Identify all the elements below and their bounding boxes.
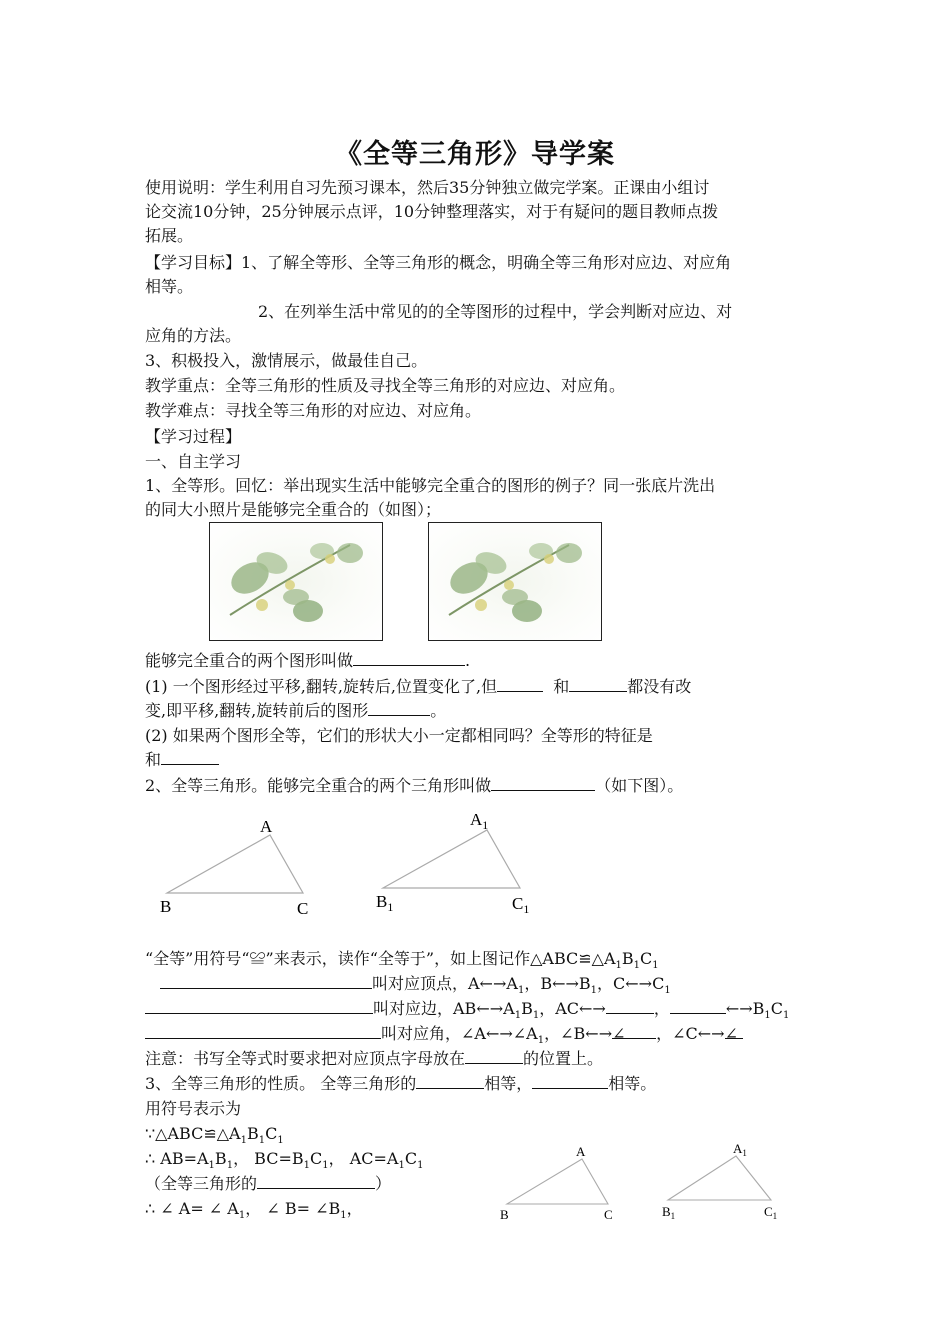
property-2-line-1: (2) 如果两个图形全等，它们的形状大小一定都相同吗？全等形的特征是: [145, 726, 653, 745]
answer-blank[interactable]: [257, 1172, 375, 1189]
sub: 1: [322, 1160, 329, 1172]
goals-line-5: 3、积极投入，激情展示，做最佳自己。: [145, 351, 428, 370]
sub: 1: [664, 985, 671, 997]
sub: 1: [633, 960, 641, 972]
sides-mid: B: [521, 999, 533, 1018]
angles-text: 叫对应角，∠A←→∠A: [381, 1024, 538, 1043]
q3-text-c: 相等。: [608, 1074, 657, 1093]
question-2: [145, 774, 683, 798]
property-2-line-2: [145, 748, 219, 772]
because-text: ∵△ABC≌△A: [145, 1124, 241, 1143]
angle-symbol: ∠: [612, 1024, 626, 1043]
answer-blank[interactable]: [606, 997, 654, 1014]
label-c1-main: C: [512, 894, 524, 913]
therefore-1c: ， BC=B: [233, 1149, 304, 1168]
therefore-2a: ∴ ∠ A= ∠ A: [145, 1199, 239, 1218]
small-triangle-a1b1c1: [668, 1156, 771, 1200]
therefore-1f: C: [404, 1149, 418, 1168]
define-line: [145, 649, 470, 673]
answer-blank[interactable]: [353, 649, 465, 666]
flower-photo-right: [428, 522, 602, 641]
define-end: .: [465, 651, 471, 670]
page-title: 《全等三角形》导学案: [335, 139, 615, 170]
goals-line-3: 2、在列举生活中常见的的全等图形的过程中，学会判断对应边、对: [258, 302, 733, 321]
answer-blank[interactable]: [491, 774, 595, 791]
answer-blank[interactable]: [569, 675, 627, 692]
difficulty: 教学难点：寻找全等三角形的对应边、对应角。: [145, 401, 482, 420]
paren-b: ）: [375, 1174, 392, 1193]
small-c1-sub: 1: [772, 1211, 778, 1221]
reason-line: [145, 1172, 391, 1196]
answer-blank[interactable]: [160, 972, 372, 989]
intro-line-3: 拓展。: [145, 226, 194, 245]
section-heading: 一、自主学习: [145, 452, 242, 471]
p2-line2: 和: [145, 750, 162, 769]
sub: 1: [303, 1160, 310, 1172]
answer-blank[interactable]: [612, 1022, 656, 1043]
vertices-b: ，B←→B: [524, 974, 591, 993]
small-label-c1: [764, 1204, 777, 1221]
goals-line-1: 【学习目标】1、了解全等形、全等三角形的概念，明确全等三角形对应边、对应角: [145, 253, 732, 272]
p1-text-c: 都没有改: [627, 677, 692, 696]
sub: 1: [652, 960, 659, 972]
therefore-1e: ， AC=A: [328, 1149, 399, 1168]
process-header: 【学习过程】: [145, 427, 242, 446]
p1-line2b: 。: [430, 701, 447, 720]
therefore-angles-line: [145, 1197, 363, 1228]
intro-line-1: 使用说明：学生利用自习先预习课本，然后35分钟独立做完学案。正课由小组讨: [145, 178, 710, 197]
answer-blank[interactable]: [670, 997, 726, 1014]
flower-icon: [429, 523, 601, 640]
sub: 1: [783, 1010, 790, 1022]
therefore-2c: ，: [346, 1199, 363, 1218]
flower-photo-left: [209, 522, 383, 641]
symbol-tail-b: B: [621, 949, 634, 968]
paren-a: （全等三角形的: [145, 1174, 258, 1193]
property-1-line-2: [145, 699, 446, 723]
symbolic-heading: 用符号表示为: [145, 1099, 242, 1118]
vertex-label-b1: [376, 892, 393, 914]
sub: 1: [532, 1010, 540, 1022]
question-1-line-2: 的同大小照片是能够完全重合的（如图）；: [145, 500, 442, 519]
answer-blank[interactable]: [145, 1022, 381, 1039]
sub: 1: [514, 1010, 522, 1022]
therefore-2b: ， ∠ B= ∠B: [245, 1199, 341, 1218]
key-point: 教学重点：全等三角形的性质及寻找全等三角形的对应边、对应角。: [145, 376, 626, 395]
triangles-figure-2: [490, 1138, 790, 1228]
sub: 1: [417, 1160, 424, 1172]
sides-c: C: [770, 999, 784, 1018]
note-text-a: 注意：书写全等式时要求把对应顶点字母放在: [145, 1049, 466, 1068]
small-a1-sub: 1: [742, 1148, 747, 1158]
answer-blank[interactable]: [724, 1022, 743, 1043]
label-a1-sub: 1: [482, 818, 489, 832]
vertex-label-c: C: [297, 899, 309, 918]
because-c: C: [265, 1124, 278, 1143]
goals-line-4: 应角的方法。: [145, 326, 242, 345]
intro-line-2: 论交流10分钟，25分钟展示点评，10分钟整理落实，对于有疑问的题目教师点拨: [145, 202, 719, 221]
small-a1-main: A: [733, 1141, 743, 1156]
small-label-a1: [733, 1141, 747, 1158]
vertex-label-c1: [512, 894, 529, 916]
question-1-line-1: 1、全等形。回忆：举出现实生活中能够完全重合的图形的例子？同一张底片洗出: [145, 476, 716, 495]
vertex-label-b: B: [160, 897, 172, 916]
sub: 1: [615, 960, 622, 972]
therefore-1b: B: [214, 1149, 227, 1168]
sides-text: 叫对应边，AB←→A: [373, 999, 515, 1018]
sides-comma: ，: [653, 999, 670, 1018]
p1-text-b: 和: [553, 677, 570, 696]
therefore-1a: ∴ AB=A: [145, 1149, 209, 1168]
sub: 1: [764, 1010, 771, 1022]
answer-blank[interactable]: [368, 699, 430, 716]
p1-line2a: 变,即平移,翻转,旋转前后的图形: [145, 701, 369, 720]
answer-blank[interactable]: [465, 1047, 523, 1064]
answer-blank[interactable]: [532, 1072, 608, 1089]
sub: 1: [340, 1210, 347, 1222]
small-triangle-abc: [507, 1159, 608, 1204]
small-label-a: A: [576, 1144, 586, 1159]
small-b1-sub: 1: [670, 1211, 676, 1221]
symbol-text: “全等”用符号“≌”来表示，读作“全等于”，如上图记作△ABC≌△A: [145, 949, 616, 968]
small-label-b: B: [500, 1207, 509, 1222]
sub: 1: [208, 1160, 215, 1172]
vertices-text: 叫对应顶点，A←→A: [372, 974, 518, 993]
small-label-c: C: [604, 1207, 613, 1222]
angles-c: ，∠C←→: [656, 1024, 725, 1043]
small-label-b1: [662, 1204, 675, 1221]
symbol-tail-c: C: [640, 949, 653, 968]
q3-text-b: 相等，: [484, 1074, 533, 1093]
property-1-line-1: [145, 675, 691, 699]
answer-blank[interactable]: [416, 1072, 484, 1089]
angle-symbol: ∠: [724, 1024, 738, 1043]
sub: 1: [537, 1035, 545, 1047]
sub: 1: [590, 985, 598, 997]
therefore-1d: C: [310, 1149, 323, 1168]
question-3: [145, 1072, 656, 1096]
vertices-c: ，C←→C: [597, 974, 665, 993]
goals-line-2: 相等。: [145, 277, 194, 296]
sub: 1: [238, 1210, 246, 1222]
angles-b: ，∠B←→: [544, 1024, 613, 1043]
because-b: B: [246, 1124, 259, 1143]
triangle-abc: [167, 835, 303, 893]
small-c1-main: C: [764, 1204, 773, 1219]
sub: 1: [258, 1135, 266, 1147]
sub: 1: [240, 1135, 247, 1147]
answer-blank[interactable]: [161, 748, 219, 765]
sub: 1: [277, 1135, 284, 1147]
sides-tail: ←→B: [725, 999, 765, 1018]
label-b1-sub: 1: [387, 900, 394, 914]
define-text: 能够完全重合的两个图形叫做: [145, 651, 354, 670]
triangle-a1b1c1: [383, 830, 520, 888]
answer-blank[interactable]: [497, 675, 543, 692]
label-b1-main: B: [376, 892, 388, 911]
answer-blank[interactable]: [145, 997, 373, 1014]
sub: 1: [398, 1160, 405, 1172]
small-b1-main: B: [662, 1204, 671, 1219]
sides-ac: ，AC←→: [539, 999, 606, 1018]
label-a1-main: A: [470, 812, 483, 829]
q2-text-b: （如下图）。: [595, 776, 684, 795]
note-line: [145, 1047, 603, 1071]
vertex-label-a1: [470, 812, 488, 832]
q2-text-a: 2、全等三角形。能够完全重合的两个三角形叫做: [145, 776, 492, 795]
label-c1-sub: 1: [523, 902, 530, 916]
triangles-figure-1: [150, 812, 550, 922]
flower-icon: [210, 523, 382, 640]
q3-text-a: 3、全等三角形的性质。 全等三角形的: [145, 1074, 417, 1093]
vertex-label-a: A: [260, 817, 273, 836]
sub: 1: [517, 985, 525, 997]
p1-text-a: (1) 一个图形经过平移,翻转,旋转后,位置变化了,但: [145, 677, 498, 696]
note-text-b: 的位置上。: [523, 1049, 604, 1068]
sub: 1: [226, 1160, 234, 1172]
